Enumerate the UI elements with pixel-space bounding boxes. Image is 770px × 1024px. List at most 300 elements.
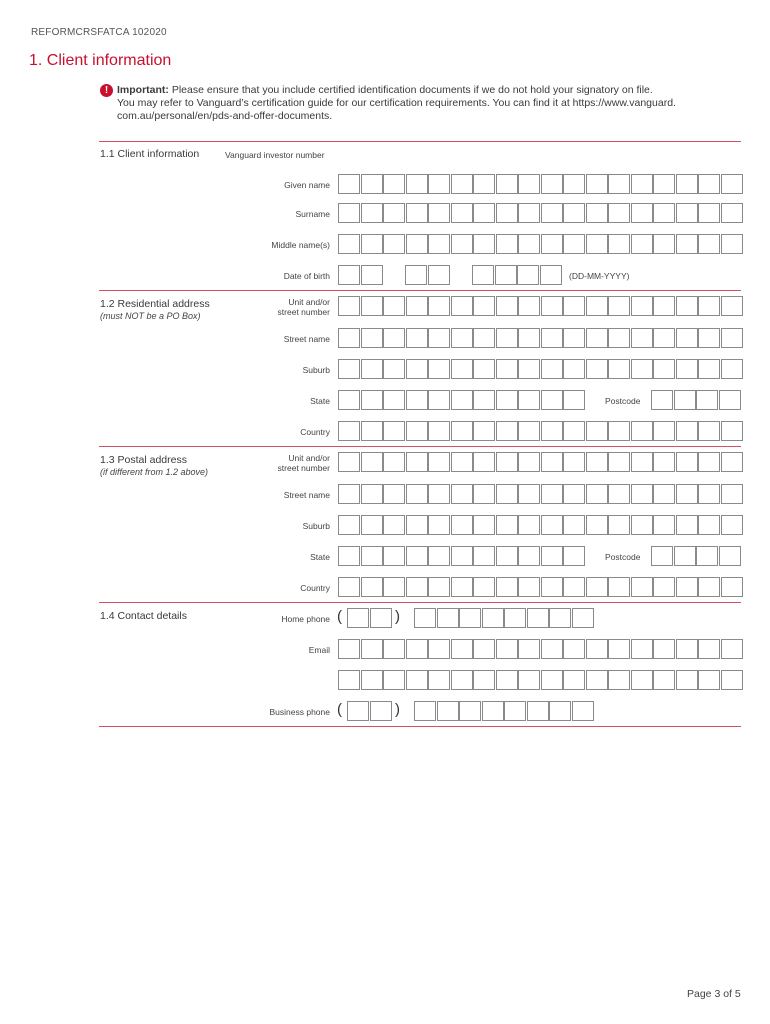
character-box[interactable] [338, 359, 360, 379]
character-box[interactable] [698, 421, 720, 441]
character-box[interactable] [631, 203, 653, 223]
character-box[interactable] [473, 174, 495, 194]
character-box[interactable] [496, 670, 518, 690]
character-box[interactable] [338, 515, 360, 535]
character-box[interactable] [653, 296, 675, 316]
character-box[interactable] [563, 421, 585, 441]
character-box[interactable] [347, 701, 369, 721]
character-box[interactable] [541, 577, 563, 597]
character-box[interactable] [698, 639, 720, 659]
character-box[interactable] [428, 452, 450, 472]
character-box[interactable] [383, 546, 405, 566]
character-box[interactable] [721, 452, 743, 472]
character-box[interactable] [370, 701, 392, 721]
character-box[interactable] [541, 421, 563, 441]
res-suburb-field[interactable] [338, 359, 743, 379]
res-postcode-field[interactable] [651, 390, 741, 410]
character-box[interactable] [676, 452, 698, 472]
character-box[interactable] [473, 546, 495, 566]
character-box[interactable] [586, 234, 608, 254]
character-box[interactable] [698, 515, 720, 535]
character-box[interactable] [496, 359, 518, 379]
character-box[interactable] [383, 515, 405, 535]
character-box[interactable] [563, 359, 585, 379]
character-box[interactable] [406, 328, 428, 348]
character-box[interactable] [518, 234, 540, 254]
character-box[interactable] [414, 701, 436, 721]
character-box[interactable] [608, 421, 630, 441]
character-box[interactable] [698, 296, 720, 316]
character-box[interactable] [586, 296, 608, 316]
character-box[interactable] [414, 608, 436, 628]
character-box[interactable] [473, 484, 495, 504]
character-box[interactable] [383, 577, 405, 597]
character-box[interactable] [653, 328, 675, 348]
character-box[interactable] [428, 328, 450, 348]
character-box[interactable] [631, 234, 653, 254]
character-box[interactable] [496, 421, 518, 441]
character-box[interactable] [451, 546, 473, 566]
character-box[interactable] [696, 390, 718, 410]
character-box[interactable] [563, 328, 585, 348]
surname-field[interactable] [338, 203, 743, 223]
character-box[interactable] [518, 296, 540, 316]
character-box[interactable] [451, 515, 473, 535]
character-box[interactable] [674, 546, 696, 566]
character-box[interactable] [428, 484, 450, 504]
character-box[interactable] [451, 390, 473, 410]
character-box[interactable] [428, 421, 450, 441]
character-box[interactable] [696, 546, 718, 566]
character-box[interactable] [608, 234, 630, 254]
character-box[interactable] [428, 234, 450, 254]
business-phone-number-field[interactable] [414, 701, 594, 721]
character-box[interactable] [541, 234, 563, 254]
character-box[interactable] [608, 639, 630, 659]
character-box[interactable] [496, 174, 518, 194]
character-box[interactable] [518, 577, 540, 597]
character-box[interactable] [406, 174, 428, 194]
character-box[interactable] [496, 452, 518, 472]
character-box[interactable] [406, 452, 428, 472]
character-box[interactable] [383, 174, 405, 194]
character-box[interactable] [451, 670, 473, 690]
character-box[interactable] [383, 359, 405, 379]
character-box[interactable] [653, 577, 675, 597]
character-box[interactable] [361, 390, 383, 410]
character-box[interactable] [496, 515, 518, 535]
post-street-name-field[interactable] [338, 484, 743, 504]
character-box[interactable] [451, 296, 473, 316]
character-box[interactable] [451, 174, 473, 194]
res-country-field[interactable] [338, 421, 743, 441]
character-box[interactable] [676, 639, 698, 659]
character-box[interactable] [473, 328, 495, 348]
character-box[interactable] [473, 390, 495, 410]
res-unit-field[interactable] [338, 296, 743, 316]
character-box[interactable] [338, 452, 360, 472]
character-box[interactable] [406, 484, 428, 504]
character-box[interactable] [563, 452, 585, 472]
character-box[interactable] [383, 203, 405, 223]
character-box[interactable] [653, 359, 675, 379]
character-box[interactable] [496, 296, 518, 316]
character-box[interactable] [361, 174, 383, 194]
character-box[interactable] [428, 203, 450, 223]
character-box[interactable] [586, 328, 608, 348]
character-box[interactable] [383, 670, 405, 690]
character-box[interactable] [631, 515, 653, 535]
character-box[interactable] [721, 359, 743, 379]
home-phone-area-code-field[interactable] [347, 608, 392, 628]
character-box[interactable] [721, 515, 743, 535]
character-box[interactable] [698, 577, 720, 597]
character-box[interactable] [586, 670, 608, 690]
character-box[interactable] [496, 234, 518, 254]
character-box[interactable] [361, 203, 383, 223]
character-box[interactable] [361, 484, 383, 504]
character-box[interactable] [721, 421, 743, 441]
character-box[interactable] [496, 546, 518, 566]
character-box[interactable] [518, 359, 540, 379]
character-box[interactable] [473, 234, 495, 254]
character-box[interactable] [631, 296, 653, 316]
post-suburb-field[interactable] [338, 515, 743, 535]
character-box[interactable] [338, 421, 360, 441]
character-box[interactable] [631, 452, 653, 472]
dob-day-field[interactable] [338, 265, 383, 285]
character-box[interactable] [405, 265, 427, 285]
character-box[interactable] [698, 452, 720, 472]
character-box[interactable] [586, 203, 608, 223]
character-box[interactable] [541, 203, 563, 223]
character-box[interactable] [586, 577, 608, 597]
character-box[interactable] [406, 639, 428, 659]
character-box[interactable] [428, 265, 450, 285]
character-box[interactable] [631, 421, 653, 441]
character-box[interactable] [698, 484, 720, 504]
character-box[interactable] [608, 359, 630, 379]
res-state-field[interactable] [338, 390, 586, 410]
character-box[interactable] [518, 174, 540, 194]
character-box[interactable] [676, 296, 698, 316]
character-box[interactable] [451, 359, 473, 379]
character-box[interactable] [631, 577, 653, 597]
character-box[interactable] [338, 670, 360, 690]
character-box[interactable] [383, 328, 405, 348]
character-box[interactable] [496, 203, 518, 223]
character-box[interactable] [338, 577, 360, 597]
middle-names-field[interactable] [338, 234, 743, 254]
character-box[interactable] [653, 421, 675, 441]
character-box[interactable] [517, 265, 539, 285]
character-box[interactable] [496, 639, 518, 659]
character-box[interactable] [563, 296, 585, 316]
character-box[interactable] [541, 484, 563, 504]
character-box[interactable] [451, 421, 473, 441]
character-box[interactable] [383, 639, 405, 659]
character-box[interactable] [653, 234, 675, 254]
character-box[interactable] [653, 452, 675, 472]
given-name-field[interactable] [338, 174, 743, 194]
character-box[interactable] [347, 608, 369, 628]
character-box[interactable] [586, 359, 608, 379]
character-box[interactable] [338, 203, 360, 223]
character-box[interactable] [383, 234, 405, 254]
business-phone-area-code-field[interactable] [347, 701, 392, 721]
character-box[interactable] [473, 639, 495, 659]
character-box[interactable] [361, 234, 383, 254]
character-box[interactable] [563, 234, 585, 254]
character-box[interactable] [721, 174, 743, 194]
character-box[interactable] [676, 174, 698, 194]
character-box[interactable] [406, 390, 428, 410]
character-box[interactable] [653, 203, 675, 223]
character-box[interactable] [721, 203, 743, 223]
character-box[interactable] [383, 484, 405, 504]
character-box[interactable] [338, 265, 360, 285]
character-box[interactable] [406, 577, 428, 597]
character-box[interactable] [518, 452, 540, 472]
character-box[interactable] [608, 577, 630, 597]
character-box[interactable] [518, 421, 540, 441]
character-box[interactable] [549, 701, 571, 721]
post-unit-field[interactable] [338, 452, 743, 472]
character-box[interactable] [428, 670, 450, 690]
character-box[interactable] [563, 390, 585, 410]
character-box[interactable] [541, 639, 563, 659]
character-box[interactable] [674, 390, 696, 410]
character-box[interactable] [721, 234, 743, 254]
character-box[interactable] [541, 452, 563, 472]
character-box[interactable] [338, 328, 360, 348]
character-box[interactable] [361, 452, 383, 472]
character-box[interactable] [361, 265, 383, 285]
post-state-field[interactable] [338, 546, 586, 566]
character-box[interactable] [383, 452, 405, 472]
character-box[interactable] [698, 234, 720, 254]
character-box[interactable] [651, 390, 673, 410]
character-box[interactable] [451, 452, 473, 472]
character-box[interactable] [676, 484, 698, 504]
character-box[interactable] [383, 421, 405, 441]
character-box[interactable] [719, 390, 741, 410]
character-box[interactable] [482, 701, 504, 721]
character-box[interactable] [361, 546, 383, 566]
dob-year-field[interactable] [472, 265, 562, 285]
character-box[interactable] [406, 203, 428, 223]
character-box[interactable] [541, 359, 563, 379]
character-box[interactable] [338, 296, 360, 316]
character-box[interactable] [586, 174, 608, 194]
character-box[interactable] [586, 484, 608, 504]
character-box[interactable] [451, 639, 473, 659]
character-box[interactable] [527, 701, 549, 721]
character-box[interactable] [653, 174, 675, 194]
character-box[interactable] [361, 328, 383, 348]
character-box[interactable] [541, 515, 563, 535]
dob-month-field[interactable] [405, 265, 450, 285]
character-box[interactable] [676, 577, 698, 597]
character-box[interactable] [496, 390, 518, 410]
character-box[interactable] [608, 328, 630, 348]
character-box[interactable] [563, 546, 585, 566]
character-box[interactable] [721, 639, 743, 659]
character-box[interactable] [338, 639, 360, 659]
character-box[interactable] [518, 670, 540, 690]
character-box[interactable] [540, 265, 562, 285]
character-box[interactable] [451, 203, 473, 223]
character-box[interactable] [383, 296, 405, 316]
character-box[interactable] [541, 546, 563, 566]
character-box[interactable] [631, 359, 653, 379]
character-box[interactable] [698, 359, 720, 379]
character-box[interactable] [563, 670, 585, 690]
home-phone-number-field[interactable] [414, 608, 594, 628]
character-box[interactable] [361, 421, 383, 441]
character-box[interactable] [698, 174, 720, 194]
character-box[interactable] [518, 639, 540, 659]
email-field-line-2[interactable] [338, 670, 743, 690]
character-box[interactable] [383, 390, 405, 410]
character-box[interactable] [563, 577, 585, 597]
character-box[interactable] [721, 670, 743, 690]
character-box[interactable] [459, 701, 481, 721]
character-box[interactable] [586, 639, 608, 659]
character-box[interactable] [721, 484, 743, 504]
character-box[interactable] [473, 515, 495, 535]
character-box[interactable] [361, 515, 383, 535]
character-box[interactable] [406, 670, 428, 690]
character-box[interactable] [518, 546, 540, 566]
character-box[interactable] [541, 296, 563, 316]
character-box[interactable] [361, 670, 383, 690]
character-box[interactable] [451, 328, 473, 348]
character-box[interactable] [541, 670, 563, 690]
character-box[interactable] [473, 421, 495, 441]
character-box[interactable] [428, 359, 450, 379]
character-box[interactable] [428, 577, 450, 597]
character-box[interactable] [721, 296, 743, 316]
character-box[interactable] [451, 234, 473, 254]
character-box[interactable] [473, 670, 495, 690]
character-box[interactable] [653, 670, 675, 690]
character-box[interactable] [496, 577, 518, 597]
character-box[interactable] [361, 577, 383, 597]
character-box[interactable] [361, 639, 383, 659]
character-box[interactable] [608, 484, 630, 504]
character-box[interactable] [370, 608, 392, 628]
character-box[interactable] [721, 577, 743, 597]
character-box[interactable] [676, 234, 698, 254]
character-box[interactable] [676, 328, 698, 348]
character-box[interactable] [676, 203, 698, 223]
character-box[interactable] [459, 608, 481, 628]
character-box[interactable] [563, 484, 585, 504]
character-box[interactable] [563, 515, 585, 535]
character-box[interactable] [496, 484, 518, 504]
character-box[interactable] [563, 174, 585, 194]
character-box[interactable] [406, 421, 428, 441]
character-box[interactable] [586, 452, 608, 472]
character-box[interactable] [541, 390, 563, 410]
character-box[interactable] [473, 577, 495, 597]
character-box[interactable] [338, 234, 360, 254]
character-box[interactable] [482, 608, 504, 628]
character-box[interactable] [338, 390, 360, 410]
character-box[interactable] [473, 359, 495, 379]
character-box[interactable] [406, 546, 428, 566]
character-box[interactable] [676, 670, 698, 690]
character-box[interactable] [651, 546, 673, 566]
character-box[interactable] [676, 359, 698, 379]
character-box[interactable] [608, 296, 630, 316]
character-box[interactable] [676, 515, 698, 535]
character-box[interactable] [518, 515, 540, 535]
character-box[interactable] [608, 515, 630, 535]
character-box[interactable] [428, 515, 450, 535]
character-box[interactable] [406, 515, 428, 535]
character-box[interactable] [676, 421, 698, 441]
character-box[interactable] [631, 639, 653, 659]
character-box[interactable] [473, 452, 495, 472]
character-box[interactable] [653, 515, 675, 535]
character-box[interactable] [572, 608, 594, 628]
character-box[interactable] [563, 203, 585, 223]
character-box[interactable] [698, 328, 720, 348]
character-box[interactable] [572, 701, 594, 721]
character-box[interactable] [527, 608, 549, 628]
character-box[interactable] [338, 174, 360, 194]
character-box[interactable] [406, 359, 428, 379]
character-box[interactable] [541, 174, 563, 194]
character-box[interactable] [406, 296, 428, 316]
character-box[interactable] [504, 608, 526, 628]
character-box[interactable] [472, 265, 494, 285]
character-box[interactable] [608, 174, 630, 194]
character-box[interactable] [586, 421, 608, 441]
character-box[interactable] [518, 484, 540, 504]
character-box[interactable] [338, 484, 360, 504]
character-box[interactable] [437, 701, 459, 721]
character-box[interactable] [586, 515, 608, 535]
character-box[interactable] [361, 359, 383, 379]
post-postcode-field[interactable] [651, 546, 741, 566]
character-box[interactable] [719, 546, 741, 566]
character-box[interactable] [631, 174, 653, 194]
character-box[interactable] [541, 328, 563, 348]
character-box[interactable] [496, 328, 518, 348]
character-box[interactable] [631, 328, 653, 348]
post-country-field[interactable] [338, 577, 743, 597]
character-box[interactable] [428, 639, 450, 659]
character-box[interactable] [504, 701, 526, 721]
character-box[interactable] [518, 203, 540, 223]
character-box[interactable] [451, 484, 473, 504]
character-box[interactable] [698, 203, 720, 223]
character-box[interactable] [428, 296, 450, 316]
character-box[interactable] [608, 670, 630, 690]
email-field-line-1[interactable] [338, 639, 743, 659]
character-box[interactable] [451, 577, 473, 597]
character-box[interactable] [631, 484, 653, 504]
character-box[interactable] [406, 234, 428, 254]
character-box[interactable] [653, 484, 675, 504]
character-box[interactable] [653, 639, 675, 659]
character-box[interactable] [549, 608, 571, 628]
character-box[interactable] [361, 296, 383, 316]
character-box[interactable] [721, 328, 743, 348]
